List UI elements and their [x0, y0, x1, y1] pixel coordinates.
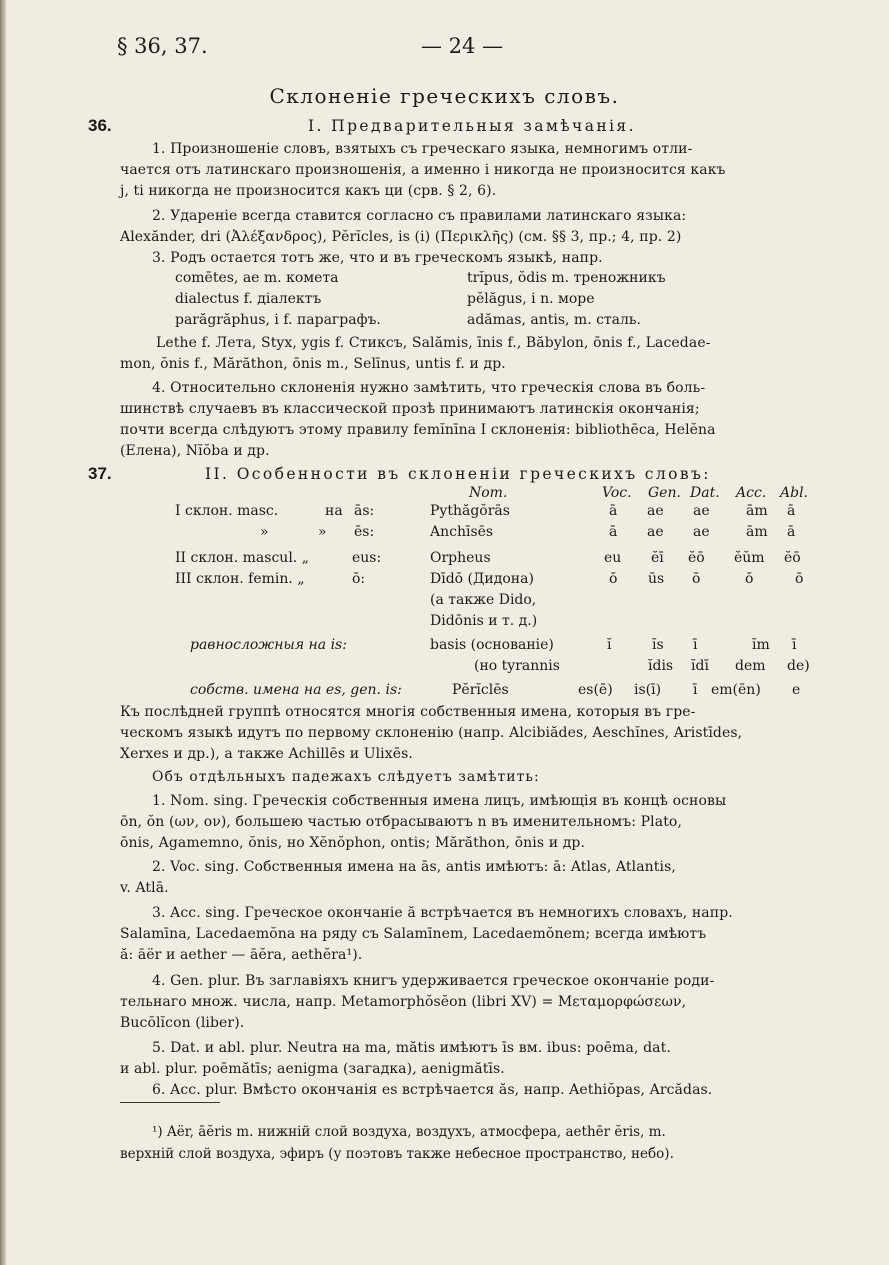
row-voc: es(ē)	[578, 682, 613, 698]
case-6-line: 6. Acc. plur. Вмѣсто окончанія es встрѣчается ăs, напр. Aethiŏpas, Arcădas.	[152, 1082, 713, 1098]
row-gen: ĭdis	[648, 658, 674, 674]
case-3-line: 3. Acc. sing. Греческое окончаніе ă встрѣчается въ немногихъ словахъ, напр.	[152, 905, 733, 921]
case-2-line: 2. Voc. sing. Собственныя имена на ās, antis имѣютъ: ā: Atlas, Atlantis,	[152, 859, 676, 875]
row-voc: eu	[604, 550, 622, 566]
section-36-subtitle: I. Предварительныя замѣчанія.	[308, 117, 636, 135]
footnote-rule	[120, 1102, 220, 1103]
row-gen: ūs	[648, 571, 665, 587]
col-header-voc: Voc.	[602, 485, 632, 501]
case-3-line: ă: āër и aether — āĕra, aethĕra¹).	[120, 947, 363, 963]
cases-intro: Объ отдѣльныхъ падежахъ слѣдуетъ замѣтить:	[152, 769, 540, 785]
case-2-line: v. Atlā.	[120, 880, 169, 896]
page-title: Склоненіе греческихъ словъ.	[269, 84, 620, 108]
paragraph-4-line: 4. Относительно склоненія нужно замѣтить, что греческія слова въ боль-	[152, 380, 706, 396]
example-right: trĭpus, ŏdis m. треножникъ	[467, 270, 666, 286]
row-dat: ĭdī	[691, 658, 709, 674]
row-abl: e	[792, 682, 801, 698]
group-note-line: Xerxes и др.), а также Achillēs и Ulixēs.	[120, 746, 413, 762]
row-dat: ō	[692, 571, 701, 587]
case-4-line: тельнаго множ. числа, напр. Metamorphŏsĕon (libri XV) = Μεταμορφώσεων,	[120, 994, 687, 1010]
case-5-line: 5. Dat. и abl. plur. Neutra на ma, mătis имѣютъ īs вм. ibus: poēma, dat.	[152, 1040, 671, 1056]
row-ending: eus:	[352, 550, 382, 566]
page-binding-edge	[0, 0, 6, 1265]
row-ending: ō:	[352, 571, 366, 587]
row-dat: ae	[693, 524, 710, 540]
row-abl: ō	[795, 571, 804, 587]
row-voc: ō	[609, 571, 618, 587]
row-abl: ā	[787, 503, 796, 519]
col-header-acc: Acc.	[736, 485, 767, 501]
case-4-line: 4. Gen. plur. Въ заглавіяхъ книгъ удерживается греческое окончаніе роди-	[152, 973, 715, 989]
case-1-line: 1. Nom. sing. Греческія собственныя имена лицъ, имѣющія въ концѣ основы	[152, 793, 727, 809]
footnote-line: верхній слой воздуха, эфиръ (у поэтовъ также небесное пространство, небо).	[120, 1146, 674, 1162]
dido-note: (а также Dido,	[430, 592, 537, 608]
col-header-nom: Nom.	[469, 485, 508, 501]
case-4-line: Bucŏlĭcon (liber).	[120, 1015, 245, 1031]
row-acc: dem	[735, 658, 766, 674]
row-abl: de)	[787, 658, 810, 674]
row-dat: ĕō	[688, 550, 705, 566]
row-nom: basis (основаніе)	[430, 637, 554, 653]
row-acc: ĕŭm	[734, 550, 765, 566]
row-nom: Pythăgŏrās	[430, 503, 510, 519]
row-voc: ĭ	[607, 637, 612, 653]
row-acc: ām	[746, 503, 768, 519]
row-gen: ae	[647, 503, 664, 519]
row-dat: ī	[693, 637, 698, 653]
group-note-line: ческомъ языкѣ идутъ по первому склоненію (напр. Alcibiădes, Aeschĭnes, Aristīdes,	[120, 725, 743, 741]
paragraph-2-line: Alexănder, dri (Ἀλέξανδρος), Pĕrĭcles, is (i) (Περικλῆς) (см. §§ 3, пр.; 4, пр. 2)	[120, 229, 682, 245]
paragraph-3-line: 3. Родъ остается тотъ же, что и въ греческомъ языкѣ, напр.	[152, 250, 603, 266]
paragraph-3b-line: Lethe f. Лета, Styx, ygis f. Стиксъ, Salămis, īnis f., Băbylon, ōnis f., Lacedae-	[156, 335, 711, 351]
row-acc: em(ēn)	[711, 682, 761, 698]
case-3-line: Salamīna, Lacedaemŏna на ряду съ Salamīnem, Lacedaemŏnem; всегда имѣютъ	[120, 926, 707, 942]
example-right: adămas, antis, m. сталь.	[467, 312, 641, 328]
row-nom: Anchīsēs	[430, 524, 494, 540]
row-acc: ĭm	[752, 637, 770, 653]
paragraph-1-line: 1. Произношеніе словъ, взятыхъ съ греческаго языка, немногимъ отли-	[152, 141, 693, 157]
paragraph-4-line: шинствѣ случаевъ въ классической прозѣ принимаютъ латинскія окончанія;	[120, 401, 700, 417]
section-37-subtitle: II. Особенности въ склоненіи греческихъ словъ:	[205, 465, 711, 483]
row-gen: ĭs	[652, 637, 664, 653]
example-left: comētes, ae m. комета	[175, 270, 339, 286]
row-nom: (но tyrannis	[474, 658, 560, 674]
row-label: »	[260, 524, 269, 540]
row-dat: ae	[693, 503, 710, 519]
row-label: I склон. masc.	[175, 503, 279, 519]
col-header-dat: Dat.	[690, 485, 720, 501]
row-nom: Dīdō (Дидона)	[430, 571, 534, 587]
paragraph-4-line: почти всегда слѣдуютъ этому правилу femĭnīna I склоненія: bibliothēca, Helĕna	[120, 422, 716, 438]
paragraph-2-line: 2. Удареніе всегда ставится согласно съ правилами латинскаго языка:	[152, 208, 687, 224]
section-number-36: 36.	[88, 116, 112, 135]
row-pre: на	[325, 503, 343, 519]
row-voc: ā	[609, 503, 618, 519]
row-label: равносложныя на is:	[190, 637, 347, 653]
example-left: dialectus f. діалектъ	[175, 291, 322, 307]
row-gen: is(ī)	[634, 682, 662, 698]
case-1-line: ōn, ŏn (ων, ον), большею частью отбрасываютъ n въ именительномъ: Plato,	[120, 814, 682, 830]
row-label: II склон. mascul. „	[175, 550, 309, 566]
row-ending: ēs:	[354, 524, 375, 540]
col-header-abl: Abl.	[780, 485, 808, 501]
section-reference: § 36, 37.	[117, 34, 208, 58]
row-dat: ī	[693, 682, 698, 698]
row-pre: »	[318, 524, 327, 540]
example-left: parăgrăphus, i f. параграфъ.	[175, 312, 381, 328]
paragraph-3b-line: mon, ŏnis f., Mărăthon, ōnis m., Selīnus, untis f. и др.	[120, 356, 506, 372]
row-acc: ō	[745, 571, 754, 587]
row-abl: ĕō	[784, 550, 801, 566]
row-ending: ās:	[354, 503, 375, 519]
paragraph-4-line: (Елена), Nĭŏba и др.	[120, 443, 270, 459]
paragraph-1-line: j, ti никогда не произносится какъ ци (срв. § 2, 6).	[120, 183, 497, 199]
row-gen: ĕī	[651, 550, 664, 566]
row-voc: ā	[609, 524, 618, 540]
row-abl: ā	[787, 524, 796, 540]
footnote-line: ¹) Aër, āĕris m. нижній слой воздуха, воздухъ, атмосфера, aethēr ĕris, m.	[152, 1124, 666, 1140]
row-label: III склон. femin. „	[175, 571, 305, 587]
row-label: собств. имена на es, gen. is:	[190, 682, 402, 698]
row-nom: Orpheus	[430, 550, 491, 566]
row-acc: ām	[746, 524, 768, 540]
dido-note: Didōnis и т. д.)	[430, 613, 538, 629]
row-abl: ī	[792, 637, 797, 653]
row-nom: Pĕrĭclēs	[452, 682, 509, 698]
row-gen: ae	[647, 524, 664, 540]
page-number: — 24 —	[421, 34, 504, 58]
case-5-line: и abl. plur. poēmătīs; aenigma (загадка), aenigmătīs.	[120, 1061, 505, 1077]
group-note-line: Къ послѣдней группѣ относятся многія собственныя имена, которыя въ гре-	[120, 704, 696, 720]
example-right: pĕlăgus, i n. море	[467, 291, 595, 307]
section-number-37: 37.	[88, 464, 112, 483]
case-1-line: ōnis, Agamemno, ŏnis, но Xĕnŏphon, ontis; Mărăthon, ōnis и др.	[120, 835, 586, 851]
paragraph-1-line: чается отъ латинскаго произношенія, а именно i никогда не произносится какъ	[120, 162, 726, 178]
col-header-gen: Gen.	[648, 485, 681, 501]
